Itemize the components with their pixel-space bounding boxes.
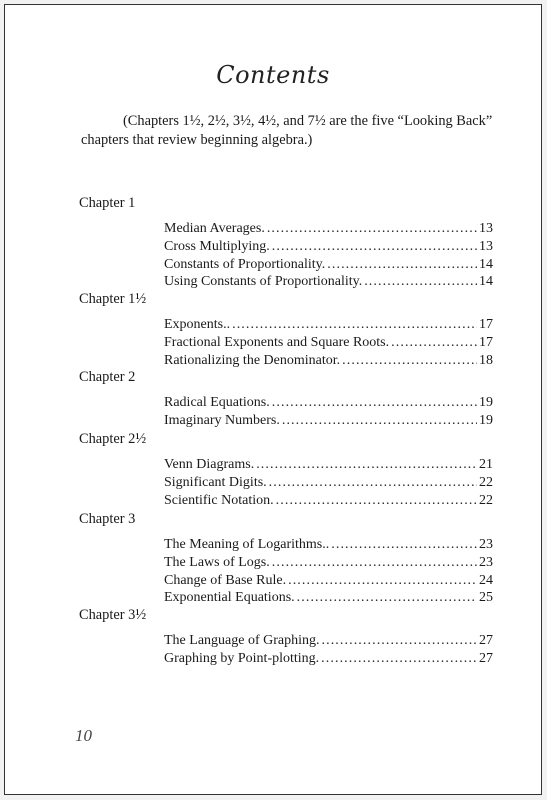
toc-entry-title: Imaginary Numbers. — [164, 412, 280, 428]
chapter-section — [79, 510, 493, 607]
dot-leader — [232, 316, 477, 334]
toc-entry — [164, 394, 493, 412]
chapter-label: Chapter 2½ — [79, 431, 147, 447]
toc-entry-page: 19 — [479, 412, 493, 428]
toc-entry-title: Cross Multiplying. — [164, 238, 270, 254]
dot-leader — [272, 394, 477, 412]
chapter-entries — [164, 220, 493, 291]
toc-entry-title: Graphing by Point-plotting. — [164, 650, 320, 666]
toc-entry — [164, 256, 493, 274]
toc-entry-title: The Language of Graphing. — [164, 633, 320, 648]
chapter-label: Chapter 1½ — [79, 291, 147, 307]
toc-entry-page: 19 — [479, 395, 493, 410]
dot-leader — [331, 536, 477, 554]
toc-entry — [164, 589, 493, 607]
toc-entry-title: Fractional Exponents and Square Roots. — [164, 334, 390, 350]
dot-leader — [322, 632, 478, 650]
toc-entry-title: Scientific Notation. — [164, 492, 274, 508]
toc-entry-page: 24 — [479, 572, 493, 588]
dot-leader — [342, 352, 477, 370]
intro-note — [81, 112, 501, 150]
toc-entry-title: Exponents.. — [164, 317, 231, 332]
dot-leader — [276, 492, 477, 510]
toc-entry-page: 27 — [479, 650, 493, 666]
page-number: 10 — [75, 726, 92, 745]
toc-entry-title: Venn Diagrams. — [164, 457, 255, 472]
dot-leader — [272, 554, 477, 572]
chapter-section — [79, 368, 493, 430]
toc-entry-title: Change of Base Rule. — [164, 572, 287, 588]
chapter-entries — [164, 536, 493, 607]
toc-entry — [164, 412, 493, 430]
toc-entry — [164, 316, 493, 334]
chapter-section — [79, 430, 493, 509]
intro-line-2: chapters that review beginning algebra.) — [81, 132, 313, 148]
toc-entry-title: Rationalizing the Denominator. — [164, 352, 341, 368]
toc-entry-page: 27 — [479, 633, 493, 648]
dot-leader — [327, 256, 477, 274]
dot-leader — [321, 650, 477, 668]
toc-entry-title: Using Constants of Proportionality. — [164, 274, 363, 290]
page-title: Contents — [216, 61, 330, 89]
toc-entry — [164, 536, 493, 554]
toc-entry-page: 14 — [479, 274, 493, 290]
toc-entry-page: 14 — [479, 256, 493, 272]
dot-leader — [282, 412, 477, 430]
dot-leader — [391, 334, 477, 352]
toc-entry — [164, 554, 493, 572]
toc-entry-page: 17 — [479, 334, 493, 350]
dot-leader — [288, 572, 477, 590]
intro-line-1: (Chapters 1½, 2½, 3½, 4½, and 7½ are the five “Looking Back” — [123, 113, 493, 129]
toc-entry — [164, 572, 493, 590]
toc-entry — [164, 352, 493, 370]
toc-entry — [164, 492, 493, 510]
toc-entry-page: 23 — [479, 554, 493, 570]
toc-entry — [164, 220, 493, 238]
toc-entry-title: Radical Equations. — [164, 395, 270, 410]
chapter-label: Chapter 1 — [79, 195, 136, 211]
chapter-section — [79, 290, 493, 369]
dot-leader — [364, 273, 477, 291]
chapter-section — [79, 606, 493, 668]
dot-leader — [256, 456, 477, 474]
chapter-entries — [164, 456, 493, 509]
toc-entry — [164, 273, 493, 291]
chapter-entries — [164, 632, 493, 668]
toc-entry-page: 25 — [479, 590, 493, 606]
toc-entry-page: 17 — [479, 317, 493, 332]
toc-entry-title: Exponential Equations. — [164, 590, 295, 606]
toc-entry-page: 18 — [479, 352, 493, 368]
toc-entry — [164, 474, 493, 492]
toc-entry — [164, 632, 493, 650]
toc-entry — [164, 650, 493, 668]
dot-leader — [297, 589, 477, 607]
toc-entry — [164, 334, 493, 352]
toc-entry-title: The Laws of Logs. — [164, 554, 270, 570]
chapter-label: Chapter 2 — [79, 369, 136, 385]
document-page — [4, 4, 542, 795]
toc-entry-page: 21 — [479, 457, 493, 472]
toc-entry-page: 22 — [479, 492, 493, 508]
toc-entry-page: 22 — [479, 474, 493, 490]
chapter-entries — [164, 316, 493, 369]
chapter-section — [79, 194, 493, 291]
toc-entry-page: 13 — [479, 221, 493, 236]
toc-entry-page: 13 — [479, 238, 493, 254]
toc-entry-title: Significant Digits. — [164, 474, 267, 490]
toc-entry-title: The Meaning of Logarithms.. — [164, 537, 330, 552]
toc-entry-title: Constants of Proportionality. — [164, 256, 326, 272]
toc-entry — [164, 238, 493, 256]
toc-entry-title: Median Averages. — [164, 221, 265, 236]
dot-leader — [272, 238, 477, 256]
dot-leader — [267, 220, 477, 238]
toc-entry-page: 23 — [479, 537, 493, 552]
chapter-entries — [164, 394, 493, 430]
dot-leader — [269, 474, 477, 492]
chapter-label: Chapter 3½ — [79, 607, 147, 623]
toc-entry — [164, 456, 493, 474]
chapter-label: Chapter 3 — [79, 511, 136, 527]
